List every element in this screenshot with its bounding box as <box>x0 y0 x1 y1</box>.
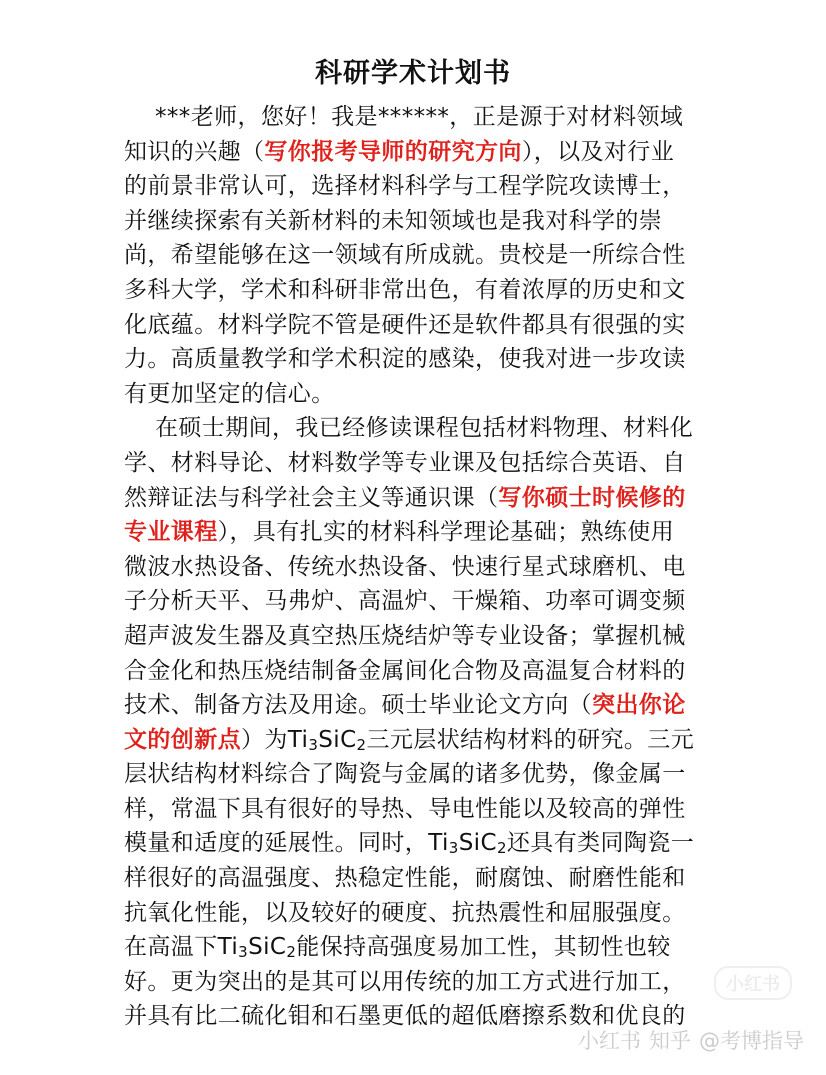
body-line: 并继续探索有关新材料的未知领域也是我对科学的崇 <box>124 207 663 234</box>
document-body <box>124 100 704 1034</box>
highlight-text: 专业课程 <box>124 519 218 546</box>
body-line: ***老师，您好！我是******，正是源于对材料领域 <box>155 104 684 130</box>
highlight-text: 写你硕士时候修的 <box>498 484 686 511</box>
watermark-bar <box>578 1025 804 1055</box>
body-line: 学、材料导论、材料数学等专业课及包括综合英语、自 <box>124 449 686 476</box>
body-line: 多科大学，学术和科研非常出色，有着浓厚的历史和文 <box>124 276 686 303</box>
body-line: 文的创新点）为$Ti_3SiC_2$三元层状结构材料的研究。三元 <box>124 726 695 754</box>
body-line: 尚，希望能够在这一领域有所成就。贵校是一所综合性 <box>124 242 686 269</box>
body-line: 并具有比二硫化钼和石墨更低的超低磨擦系数和优良的 <box>124 1003 686 1030</box>
highlight-text: 突出你论 <box>592 692 686 719</box>
body-line: 超声波发生器及真空热压烧结炉等专业设备；掌握机械 <box>124 622 686 649</box>
body-line: 技术、制备方法及用途。硕士毕业论文方向（突出你论 <box>124 692 686 719</box>
highlight-text: 写你报考导师的研究方向 <box>264 138 522 165</box>
body-line: 专业课程），具有扎实的材料科学理论基础；熟练使用 <box>124 519 675 546</box>
document-title: 科研学术计划书 <box>315 58 511 89</box>
author-watermark-text: @考博指导 <box>699 1029 804 1053</box>
zhihu-watermark-text: 知乎 <box>649 1029 691 1053</box>
body-line: 知识的兴趣（写你报考导师的研究方向），以及对行业 <box>124 138 675 165</box>
xiaohongshu-watermark: 小红书 <box>714 966 792 1000</box>
body-line: 力。高质量教学和学术积淀的感染，使我对进一步攻读 <box>124 346 686 373</box>
body-line: 模量和适度的延展性。同时，$Ti_3SiC_2$还具有类同陶瓷一 <box>124 830 695 858</box>
body-line: 在硕士期间，我已经修读课程包括材料物理、材料化 <box>155 415 694 442</box>
body-line: 样，常温下具有很好的导热、导电性能以及较高的弹性 <box>124 795 686 822</box>
body-line: 合金化和热压烧结制备金属间化合物及高温复合材料的 <box>124 657 686 684</box>
highlight-text: 文的创新点 <box>124 726 241 753</box>
body-line: 好。更为突出的是其可以用传统的加工方式进行加工， <box>124 968 686 995</box>
body-line: 化底蕴。材料学院不管是硬件还是软件都具有很强的实 <box>124 311 686 338</box>
body-line: 的前景非常认可，选择材料科学与工程学院攻读博士， <box>124 173 686 200</box>
body-line: 然辩证法与科学社会主义等通识课（写你硕士时候修的 <box>124 484 686 511</box>
body-line: 有更加坚定的信心。 <box>124 380 335 407</box>
body-line: 抗氧化性能，以及较好的硬度、抗热震性和屈服强度。 <box>124 899 686 926</box>
body-line: 微波水热设备、传统水热设备、快速行星式球磨机、电 <box>124 553 686 580</box>
body-line: 子分析天平、马弗炉、高温炉、干燥箱、功率可调变频 <box>124 588 686 615</box>
body-line: 样很好的高温强度、热稳定性能，耐腐蚀、耐磨性能和 <box>124 865 686 892</box>
xiaohongshu-watermark-text: 小红书 <box>578 1029 641 1053</box>
body-line: 层状结构材料综合了陶瓷与金属的诸多优势，像金属一 <box>124 761 686 788</box>
body-line: 在高温下$Ti_3SiC_2$能保持高强度易加工性，其韧性也较 <box>124 934 671 962</box>
